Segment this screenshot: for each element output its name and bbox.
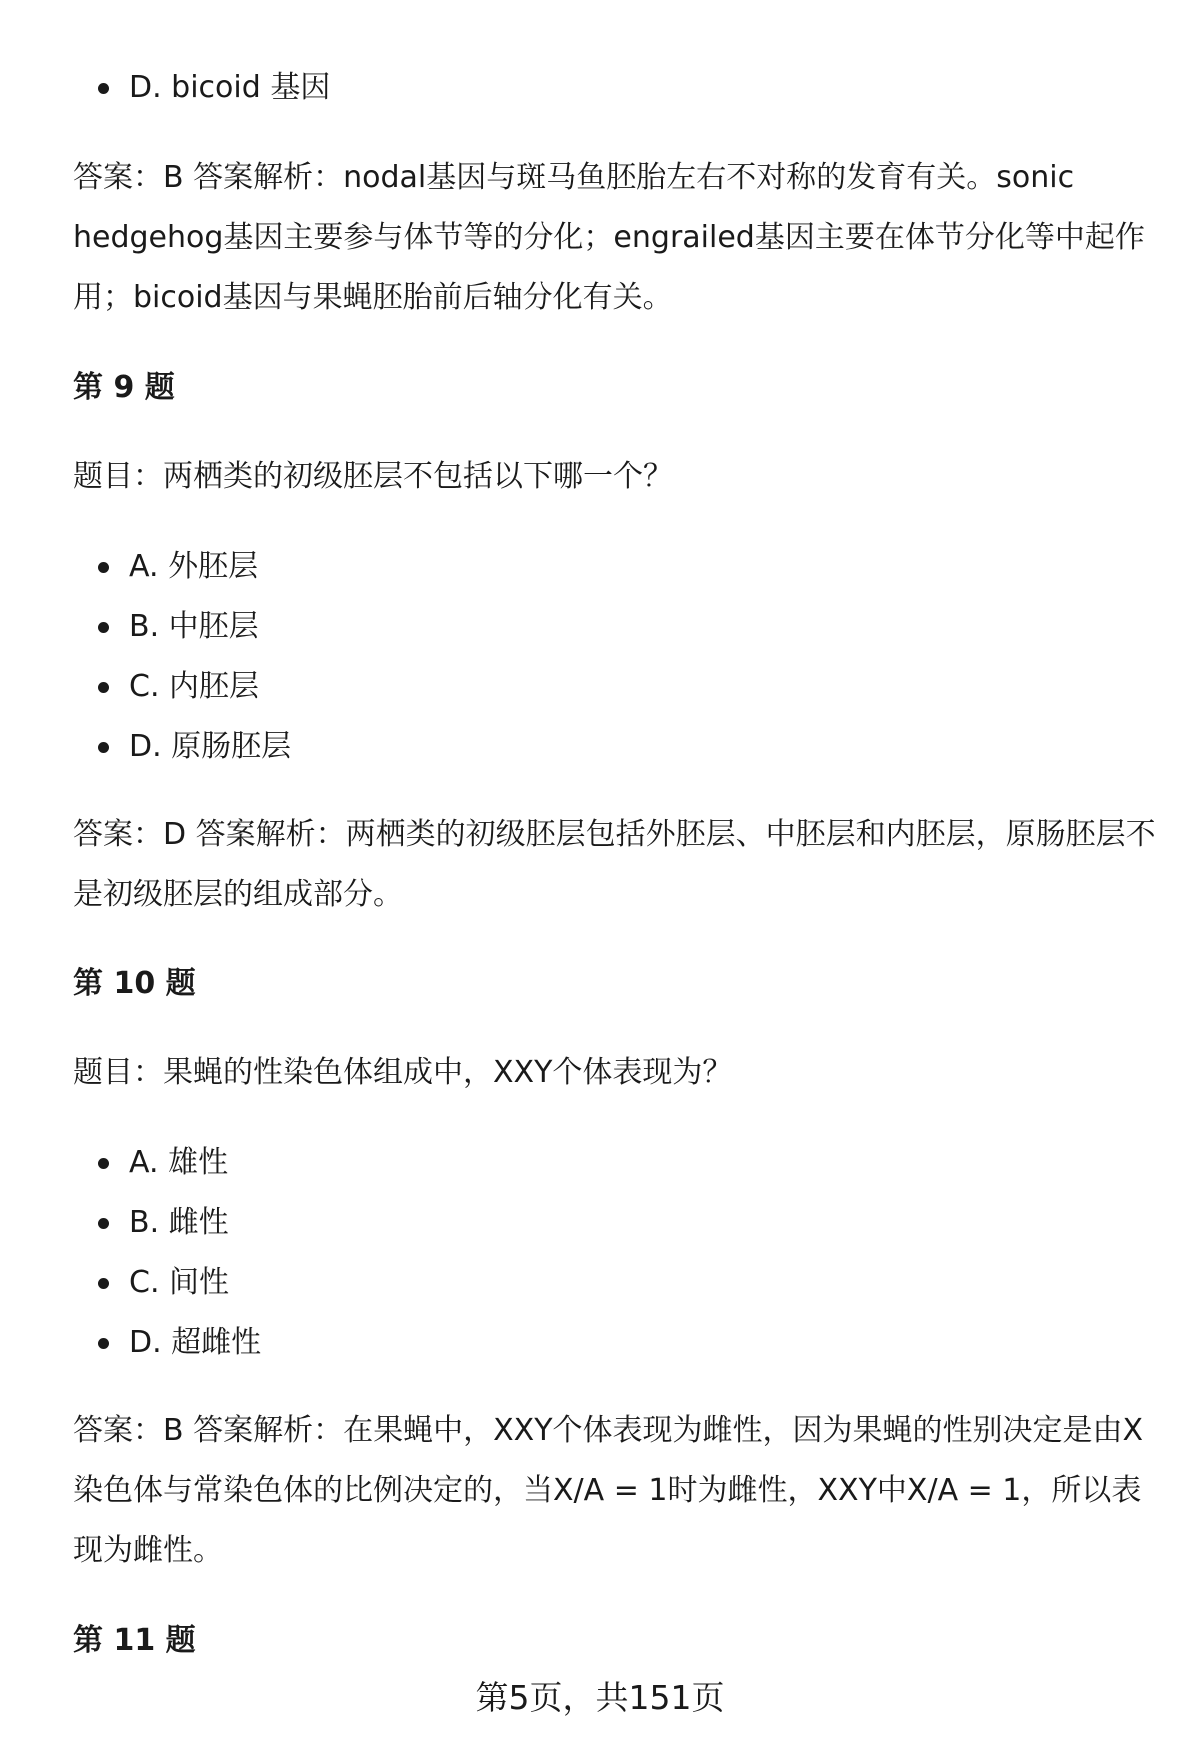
option-label: C. 间性 [129,1265,230,1300]
bullet-icon [98,1218,109,1229]
q10-stem: 题目：果蝇的性染色体组成中，XXY个体表现为？ [73,1055,733,1090]
q9-stem: 题目：两栖类的初级胚层不包括以下哪一个？ [73,459,673,494]
option-label: D. 超雌性 [129,1325,262,1360]
q8-answer: 答案：B 答案解析：nodal基因与斑马鱼胚胎左右不对称的发育有关。sonic hedgehog基因主要参与体节等的分化；engrailed基因主要在体节分化等中起作用；bicoid基因与果蝇胚胎前后轴分化有关。 [73,160,1145,315]
page-footer: 第5页，共151页 [475,1678,725,1717]
bullet-icon [98,1278,109,1289]
q9-options [73,537,1163,777]
option-d [73,58,1163,118]
q11-title: 第 11 题 [73,1623,196,1658]
bullet-icon [98,742,109,753]
option-label: D. bicoid 基因 [129,70,331,105]
q10-answer: 答案：B 答案解析：在果蝇中，XXY个体表现为雌性，因为果蝇的性别决定是由X染色体与常染色体的比例决定的，当X/A = 1时为雌性，XXY中X/A = 1，所以表现为雌性。 [73,1413,1144,1568]
option-label: A. 雄性 [129,1145,229,1180]
option-a [73,537,1163,597]
option-b [73,597,1163,657]
q9-answer: 答案：D 答案解析：两栖类的初级胚层包括外胚层、中胚层和内胚层，原肠胚层不是初级胚层的组成部分。 [73,817,1156,912]
q9-title: 第 9 题 [73,370,175,405]
bullet-icon [98,562,109,573]
option-label: C. 内胚层 [129,669,260,704]
q8-options [73,58,1163,118]
bullet-icon [98,1158,109,1169]
bullet-icon [98,622,109,633]
option-d [73,717,1163,777]
option-label: A. 外胚层 [129,549,259,584]
q10-title: 第 10 题 [73,966,196,1001]
option-c [73,1253,1163,1313]
bullet-icon [98,682,109,693]
option-label: D. 原肠胚层 [129,729,292,764]
option-a [73,1133,1163,1193]
option-d [73,1313,1163,1373]
option-c [73,657,1163,717]
option-label: B. 中胚层 [129,609,259,644]
bullet-icon [98,1338,109,1349]
bullet-icon [98,83,109,94]
option-label: B. 雌性 [129,1205,229,1240]
option-b [73,1193,1163,1253]
q10-options [73,1133,1163,1373]
